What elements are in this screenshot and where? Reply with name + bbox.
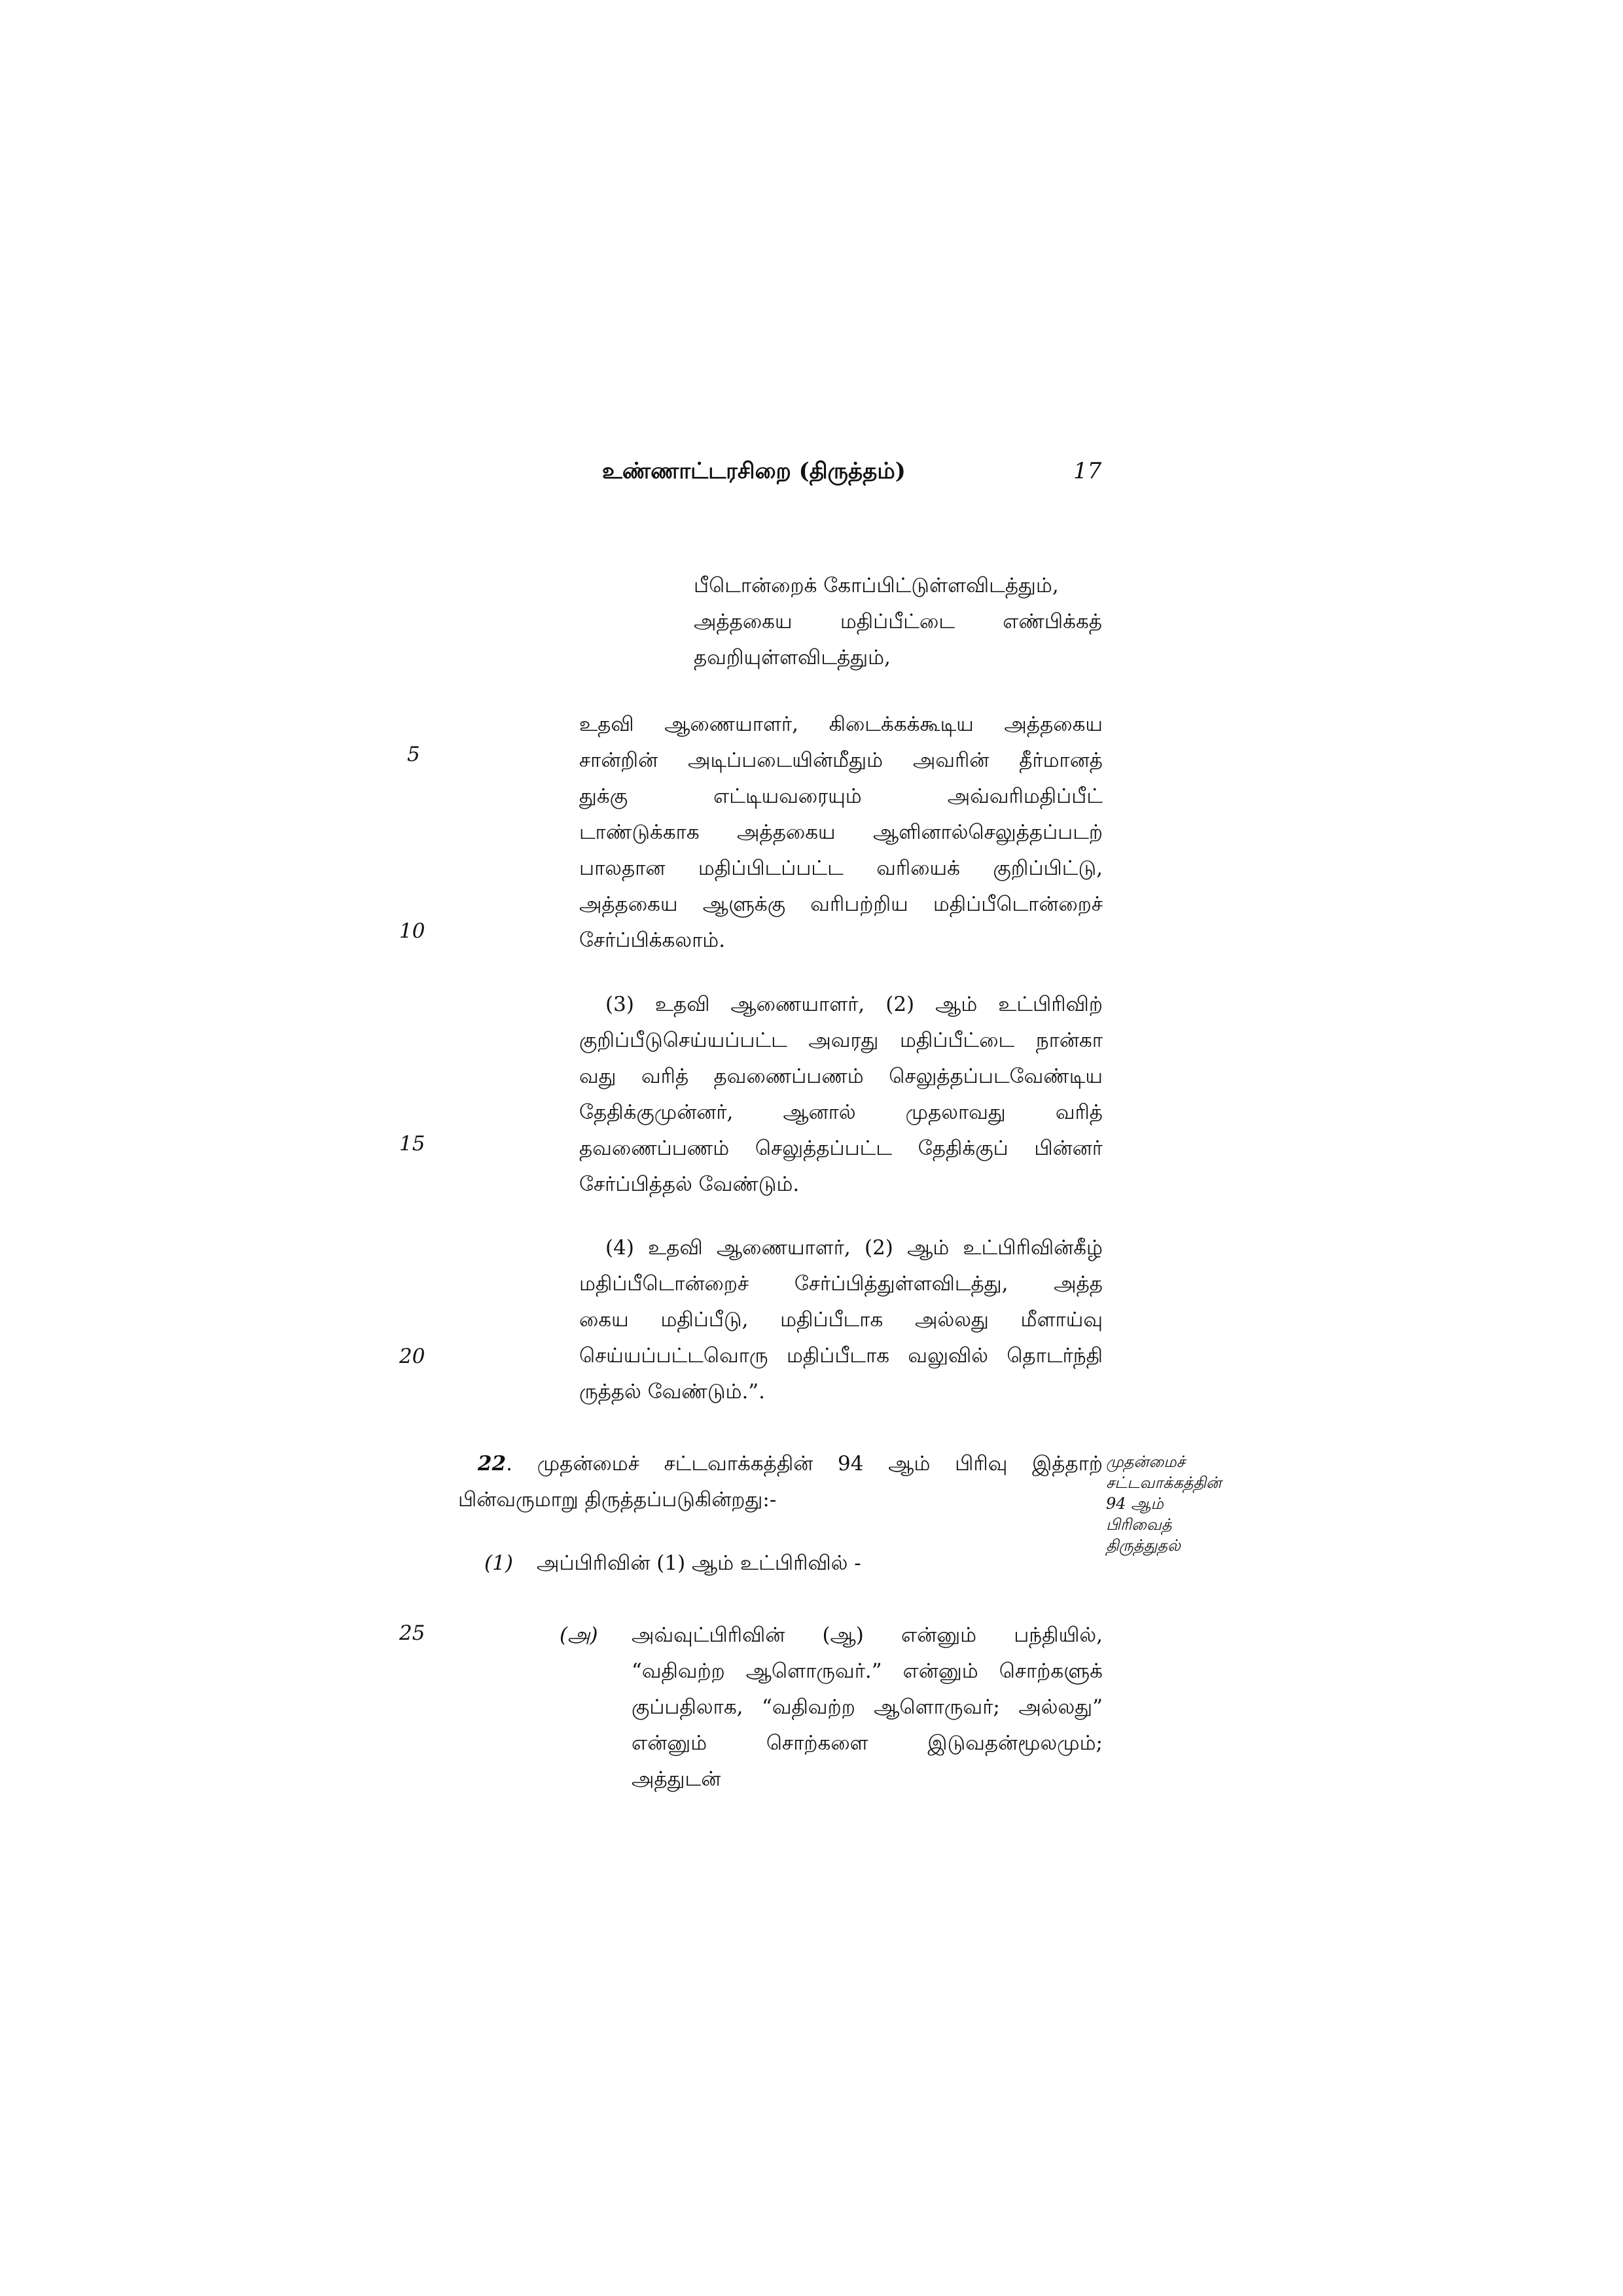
text-line: குறிப்பீடுசெய்யப்பட்ட அவரது மதிப்பீட்டை நான்கா (579, 1029, 1103, 1052)
running-title: உண்ணாட்டரசிறை (திருத்தம்) (602, 458, 906, 484)
line-number: 10 (399, 919, 425, 943)
margin-note-line: முதன்மைச் (1106, 1453, 1185, 1471)
page-header (393, 458, 1178, 497)
text-line: சான்றின் அடிப்படையின்மீதும் அவரின் தீர்மானத் (579, 749, 1103, 772)
margin-note-line: பிரிவைத் (1106, 1515, 1172, 1534)
text-line: கைய மதிப்பீடு, மதிப்பீடாக அல்லது மீளாய்வு (579, 1308, 1103, 1332)
text-line: செய்யப்பட்டவொரு மதிப்பீடாக வலுவில் தொடர்ந்தி (579, 1344, 1103, 1368)
text-line: பின்வருமாறு திருத்தப்படுகின்றது:- (458, 1488, 777, 1511)
line-number: 5 (407, 743, 420, 766)
text-line: தவறியுள்ளவிடத்தும், (694, 646, 891, 669)
line-number: 20 (399, 1345, 425, 1368)
subsection-4 (579, 1230, 1103, 1410)
text-line: அத்தகைய மதிப்பீட்டை எண்பிக்கத் (694, 610, 1102, 633)
margin-note-line: சட்டவாக்கத்தின் (1106, 1474, 1222, 1492)
text-line: (4) உதவி ஆணையாளர், (2) ஆம் உட்பிரிவின்கீழ் (605, 1236, 1103, 1260)
text-line: உதவி ஆணையாளர், கிடைக்கக்கூடிய அத்தகைய (579, 713, 1103, 736)
text-line: குப்பதிலாக, “வதிவற்ற ஆளொருவர்; அல்லது” (632, 1695, 1103, 1719)
text-line: (3) உதவி ஆணையாளர், (2) ஆம் உட்பிரிவிற் (605, 993, 1103, 1016)
text-line: தவணைப்பணம் செலுத்தப்பட்ட தேதிக்குப் பின்னர் (579, 1137, 1103, 1160)
section-heading-line (458, 1446, 1103, 1482)
text-line: ருத்தல் வேண்டும்.”. (579, 1380, 765, 1404)
clause-label: (1) (484, 1551, 513, 1575)
text-line: துக்கு எட்டியவரையும் அவ்வரிமதிப்பீட் (579, 785, 1103, 808)
margin-note (1106, 1451, 1276, 1556)
page-number: 17 (1073, 458, 1102, 484)
text-line: பாலதான மதிப்பிடப்பட்ட வரியைக் குறிப்பிட்டு, (579, 857, 1103, 880)
text-line: மதிப்பீடொன்றைச் சேர்ப்பித்துள்ளவிடத்து, அத்த (579, 1272, 1103, 1296)
text-line: சேர்ப்பிக்கலாம். (579, 928, 726, 952)
margin-note-line: 94 ஆம் (1106, 1494, 1164, 1513)
section-number: 22 (478, 1452, 507, 1475)
section-text: . முதன்மைச் சட்டவாக்கத்தின் 94 ஆம் பிரிவு இத்தாற் (506, 1452, 1103, 1475)
margin-note-line: திருத்துதல் (1106, 1536, 1181, 1555)
text-line: “வதிவற்ற ஆளொருவர்.” என்னும் சொற்களுக் (632, 1659, 1103, 1683)
text-line: டாண்டுக்காக அத்தகைய ஆளினால்செலுத்தப்படற் (579, 821, 1103, 844)
line-number: 25 (399, 1621, 425, 1645)
text-line: வது வரித் தவணைப்பணம் செலுத்தப்படவேண்டிய (579, 1065, 1103, 1088)
text-line: அத்துடன் (632, 1767, 721, 1791)
line-number: 15 (399, 1132, 425, 1156)
paragraph-assessment (579, 707, 1103, 959)
text-line: சேர்ப்பித்தல் வேண்டும். (579, 1173, 800, 1196)
section-22 (458, 1446, 1103, 1518)
clause-line (484, 1545, 1103, 1581)
clause-1 (484, 1545, 1103, 1581)
clause-text: அப்பிரிவின் (1) ஆம் உட்பிரிவில் - (537, 1551, 861, 1575)
clause-label: (அ) (560, 1623, 598, 1647)
text-line: என்னும் சொற்களை இடுவதன்மூலமும்; (632, 1731, 1103, 1755)
paragraph-continuation (694, 568, 1102, 676)
text-line: பீடொன்றைக் கோப்பிட்டுள்ளவிடத்தும், (694, 574, 1059, 597)
subsection-3 (579, 987, 1103, 1203)
text-line: அத்தகைய ஆளுக்கு வரிபற்றிய மதிப்பீடொன்றைச் (579, 892, 1103, 916)
text-line: தேதிக்குமுன்னர், ஆனால் முதலாவது வரித் (579, 1101, 1103, 1124)
text-line: அவ்வுட்பிரிவின் (ஆ) என்னும் பந்தியில், (632, 1623, 1103, 1647)
